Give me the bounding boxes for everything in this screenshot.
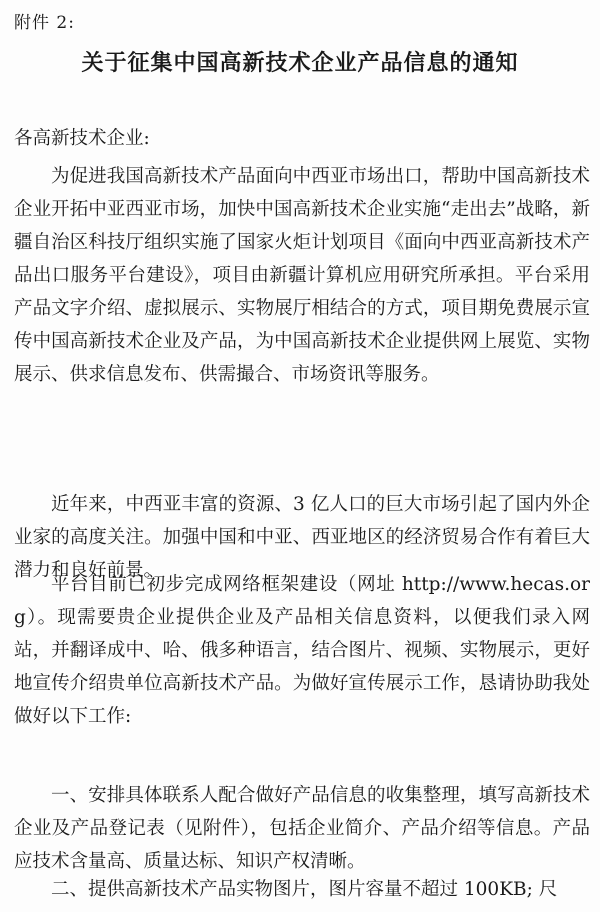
paragraph-background: 近年来，中西亚丰富的资源、3 亿人口的巨大市场引起了国内外企业家的高度关注。加强中国和中亚、西亚地区的经济贸易合作有着巨大潜力和良好前景。	[14, 494, 590, 581]
paragraph-item-one: 一、安排具体联系人配合做好产品信息的收集整理，填写高新技术企业及产品登记表（见附件），包括企业简介、产品介绍等信息。产品应技术含量高、质量达标、知识产权清晰。	[14, 785, 590, 872]
attachment-label: 附件 2:	[14, 13, 75, 33]
paragraph-platform: 平台目前已初步完成网络框架建设（网址 http://www.hecas.org）。现需要贵企业提供企业及产品相关信息资料，以便我们录入网站，并翻译成中、哈、俄多种语言，结合图片、视频、实物展示，更好地宣传介绍贵单位高新技术产品。为做好宣传展示工作，恳请协助我处做好以下工作:	[14, 574, 590, 727]
document-title: 关于征集中国高新技术企业产品信息的通知	[81, 50, 519, 76]
salutation: 各高新技术企业:	[14, 128, 150, 149]
paragraph-item-two: 二、提供高新技术产品实物图片，图片容量不超过 100KB; 尺	[51, 879, 558, 900]
paragraph-intro: 为促进我国高新技术产品面向中西亚市场出口，帮助中国高新技术企业开拓中亚西亚市场，加快中国高新技术企业实施“走出去”战略，新疆自治区科技厅组织实施了国家火炬计划项目《面向中西亚高新技术产品出口服务平台建设》，项目由新疆计算机应用研究所承担。平台采用产品文字介绍、虚拟展示、实物展厅相结合的方式，项目期免费展示宣传中国高新技术企业及产品，为中国高新技术企业提供网上展览、实物展示、供求信息发布、供需撮合、市场资讯等服务。	[14, 166, 590, 385]
